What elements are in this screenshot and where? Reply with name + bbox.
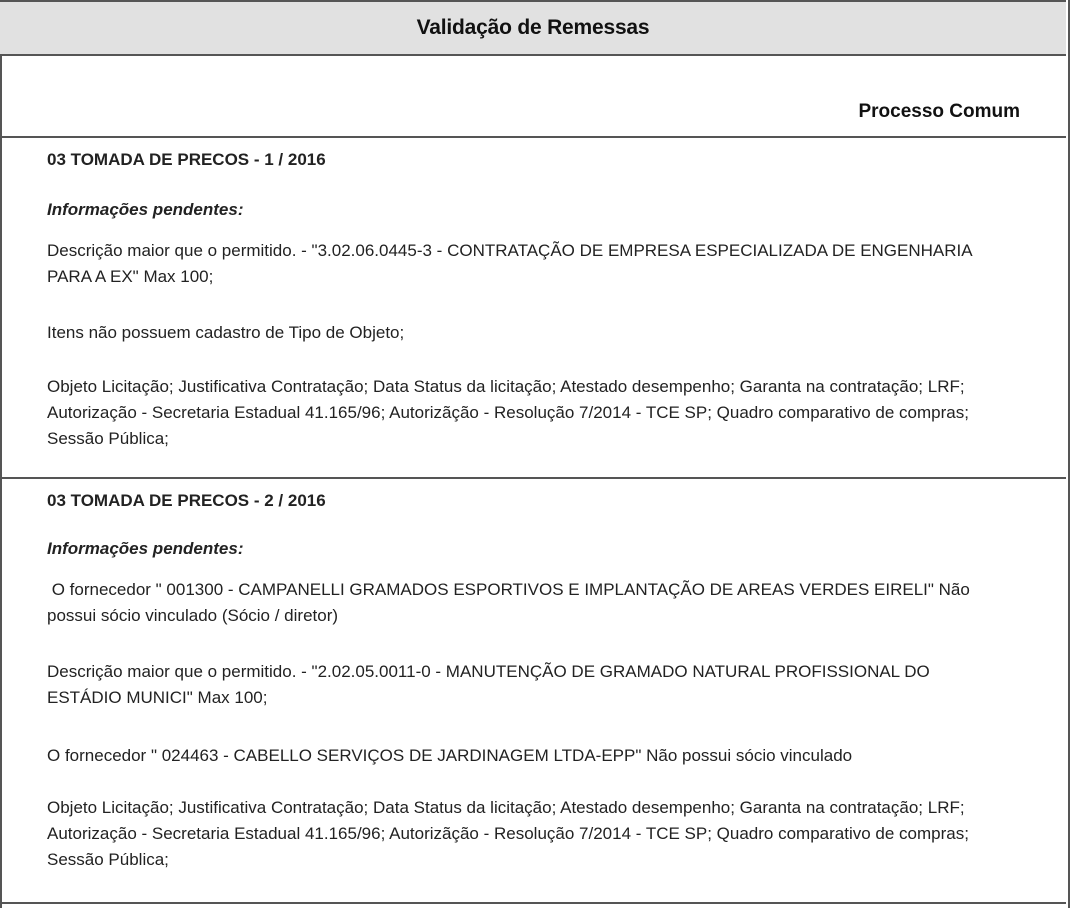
process-section — [0, 138, 1066, 479]
process-section — [0, 479, 1066, 904]
section-title: 03 TOMADA DE PRECOS - 2 / 2016 — [47, 491, 326, 510]
pending-message: Descrição maior que o permitido. - "2.02.05.0011-0 - MANUTENÇÃO DE GRAMADO NATURAL PROFISSIONAL DO ESTÁDIO MUNICI" Max 100; — [47, 662, 930, 707]
pending-info-label: Informações pendentes: — [47, 200, 244, 219]
pending-message: Itens não possuem cadastro de Tipo de Objeto; — [47, 323, 405, 342]
pending-message: O fornecedor " 024463 - CABELLO SERVIÇOS DE JARDINAGEM LTDA-EPP" Não possui sócio vinculado — [47, 746, 853, 765]
section-title: 03 TOMADA DE PRECOS - 1 / 2016 — [47, 150, 326, 169]
process-type-label: Processo Comum — [858, 101, 1020, 122]
process-type-row — [0, 56, 1066, 138]
pending-message: Descrição maior que o permitido. - "3.02.06.0445-3 - CONTRATAÇÃO DE EMPRESA ESPECIALIZADA DE ENGENHARIA PARA A EX" Max 100; — [47, 241, 972, 286]
pending-message: Objeto Licitação; Justificativa Contratação; Data Status da licitação; Atestado desempenho; Garanta na contratação; LRF; Autorização - Secretaria Estadual 41.165/96; Autorizãção - Resolução 7/2014 - TCE SP; Quadro comparativo de compras; Sessão Pública; — [47, 377, 969, 448]
pending-info-label: Informações pendentes: — [47, 539, 244, 558]
pending-message: Objeto Licitação; Justificativa Contratação; Data Status da licitação; Atestado desempenho; Garanta na contratação; LRF; Autorização - Secretaria Estadual 41.165/96; Autorizãção - Resolução 7/2014 - TCE SP; Quadro comparativo de compras; Sessão Pública; — [47, 798, 969, 869]
pending-message: O fornecedor " 001300 - CAMPANELLI GRAMADOS ESPORTIVOS E IMPLANTAÇÃO DE AREAS VERDES EIRELI" Não possui sócio vinculado (Sócio / diretor) — [47, 580, 975, 625]
report-header — [0, 0, 1066, 56]
page-title: Validação de Remessas — [416, 16, 650, 39]
